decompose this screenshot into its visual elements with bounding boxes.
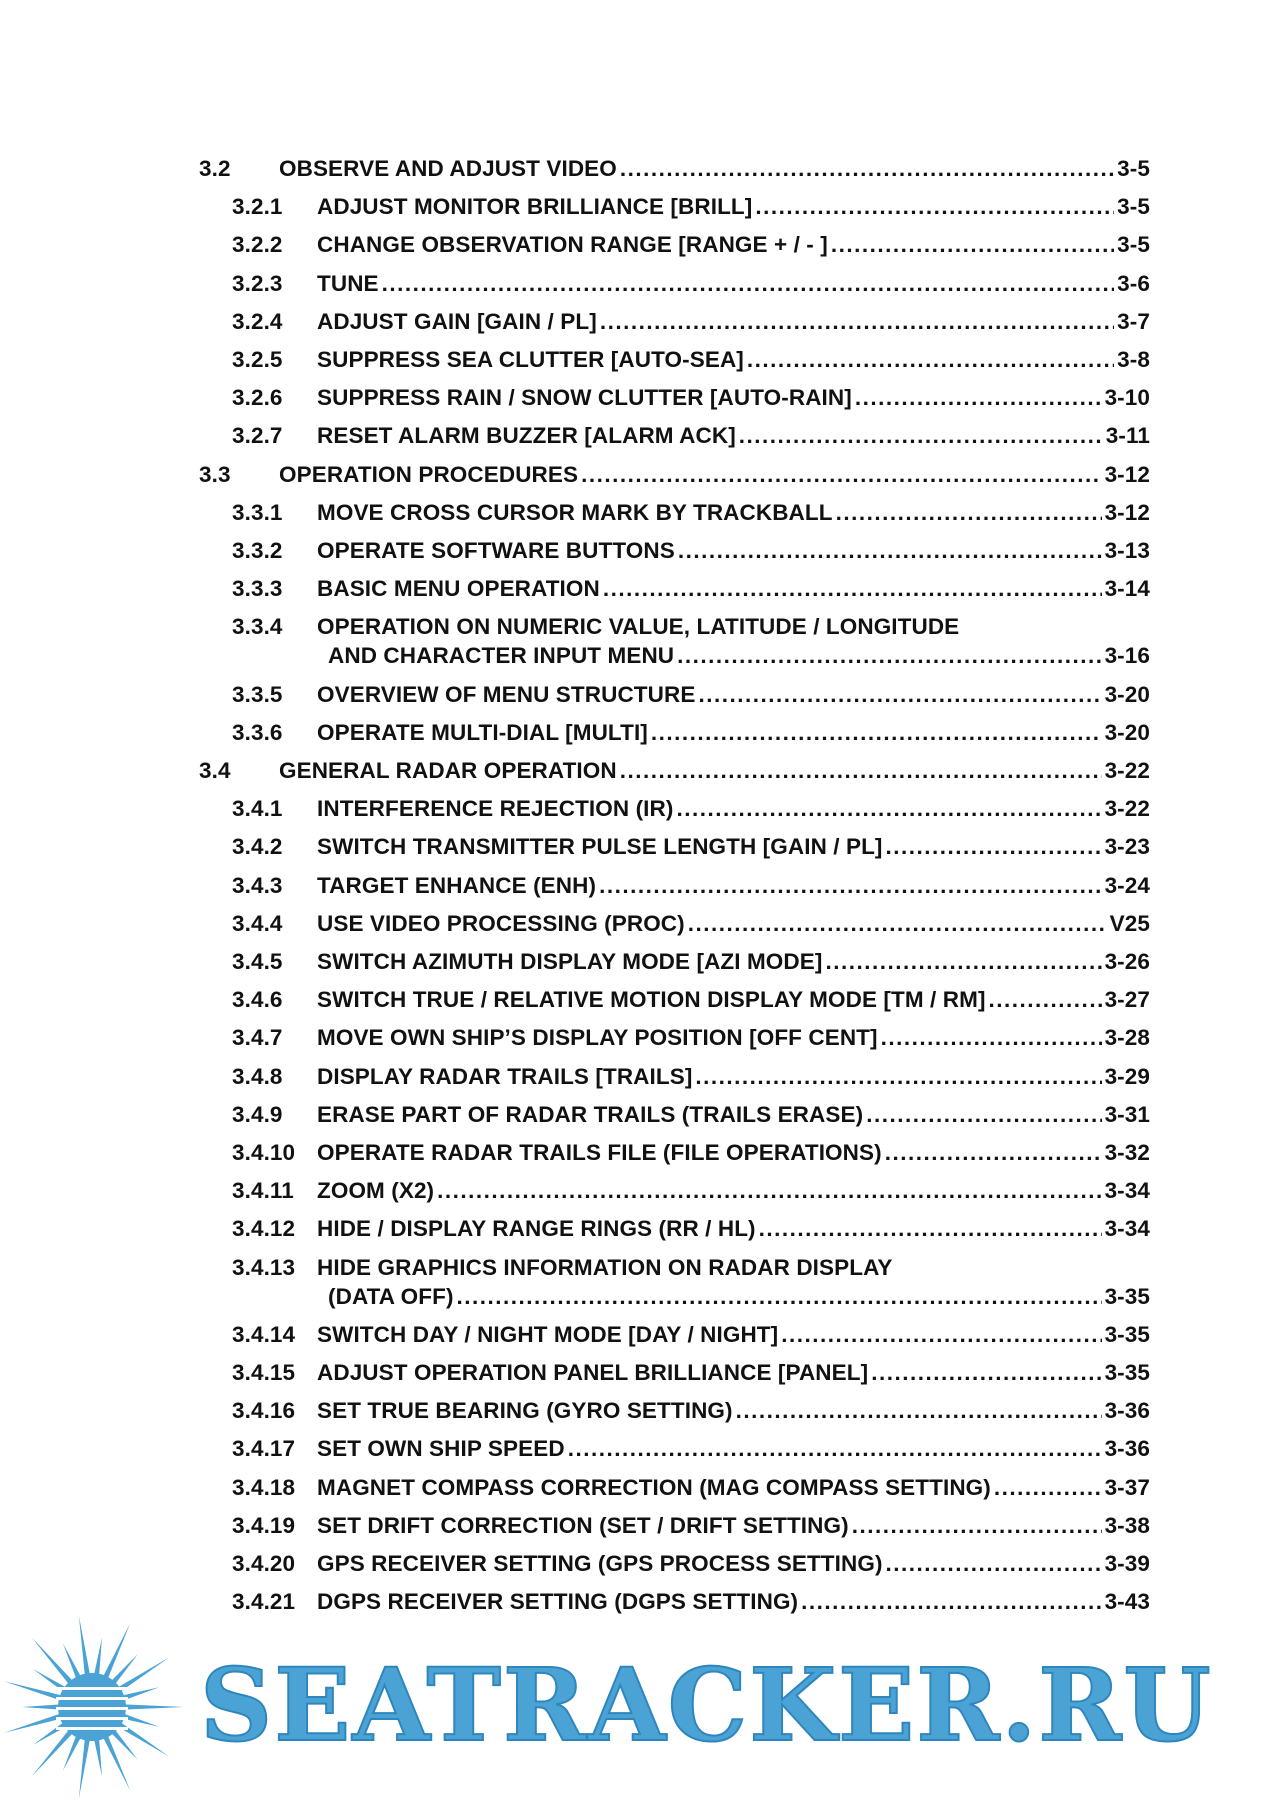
toc-entry-page: 3-6 — [1117, 270, 1150, 296]
sun-ray — [79, 1616, 91, 1678]
toc-leader-dots — [989, 986, 1102, 1014]
toc-leader-dots — [759, 1215, 1102, 1243]
toc-entry-number: 3.4.9 — [232, 1101, 283, 1127]
sun-ray — [32, 1637, 75, 1686]
toc-entry-page: 3-26 — [1104, 949, 1150, 974]
toc-entry-page: 3-11 — [1105, 423, 1150, 449]
toc-entry[interactable] — [0, 948, 1278, 976]
toc-entry-number: 3.4.13 — [232, 1254, 296, 1280]
toc-leader-dots — [382, 270, 1115, 298]
toc-entry-number: 3.3.3 — [232, 576, 283, 602]
toc-entry-number: 3.4.2 — [232, 834, 283, 860]
toc-leader-dots — [885, 1139, 1102, 1167]
toc-entry-number: 3.4.12 — [232, 1216, 296, 1242]
toc-entry-page: 3-22 — [1104, 796, 1150, 822]
toc-entry[interactable] — [0, 795, 1278, 823]
toc-entry[interactable] — [0, 1474, 1278, 1502]
toc-leader-dots — [866, 1101, 1101, 1129]
toc-entry-number: 3.4.4 — [232, 910, 283, 936]
toc-entry-title: HIDE GRAPHICS INFORMATION ON RADAR DISPLAY — [317, 1254, 893, 1280]
toc-entry[interactable] — [0, 1435, 1278, 1463]
toc-entry[interactable] — [0, 1550, 1278, 1578]
toc-entry-title: OPERATION PROCEDURES — [279, 461, 579, 487]
toc-entry-title: OPERATION ON NUMERIC VALUE, LATITUDE / LONGITUDE — [317, 614, 960, 640]
toc-entry[interactable] — [0, 384, 1278, 412]
toc-entry[interactable] — [0, 270, 1278, 298]
toc-entry-title-cont: AND CHARACTER INPUT MENU — [328, 643, 675, 669]
toc-entry-page: 3-13 — [1104, 538, 1150, 563]
toc-entry-number: 3.4.21 — [232, 1589, 296, 1615]
sun-ray — [94, 1736, 102, 1776]
toc-entry-number: 3.4.8 — [232, 1063, 283, 1089]
toc-entry[interactable] — [0, 1024, 1278, 1052]
toc-entry-number: 3.2 — [199, 156, 231, 181]
toc-leader-dots — [437, 1177, 1101, 1205]
toc-entry-page: 3-5 — [1117, 156, 1150, 181]
toc-entry[interactable] — [0, 1177, 1278, 1205]
toc-leader-dots — [739, 422, 1103, 450]
toc-entry-number: 3.4.3 — [232, 872, 283, 898]
toc-entry-title-cont: (DATA OFF) — [328, 1283, 454, 1309]
toc-entry-page: 3-35 — [1104, 1283, 1150, 1309]
toc-leader-dots — [871, 1359, 1101, 1387]
toc-entry-number: 3.2.6 — [232, 385, 283, 411]
toc-entry-page: 3-34 — [1104, 1216, 1150, 1242]
sun-stripe — [56, 1717, 128, 1720]
toc-entry-title: SET TRUE BEARING (GYRO SETTING) — [317, 1398, 733, 1424]
toc-entry-number: 3.2.7 — [232, 423, 283, 449]
sun-ray — [79, 1736, 91, 1798]
sun-ray — [122, 1704, 184, 1709]
toc-entry-title: SWITCH TRANSMITTER PULSE LENGTH [GAIN / PL] — [317, 834, 883, 860]
toc-entry-number: 3.2.4 — [232, 308, 283, 334]
toc-entry-title: SET DRIFT CORRECTION (SET / DRIFT SETTING) — [317, 1512, 849, 1538]
toc-entry[interactable] — [0, 986, 1278, 1014]
toc-entry-page: 3-7 — [1117, 308, 1150, 334]
toc-entry-continuation[interactable] — [0, 642, 1278, 670]
toc-entry[interactable] — [0, 681, 1278, 709]
toc-leader-dots — [698, 681, 1101, 709]
toc-entry-page: 3-34 — [1104, 1178, 1150, 1204]
toc-leader-dots — [620, 757, 1102, 785]
sunburst-icon — [0, 1612, 200, 1809]
toc-entry-number: 3.4.1 — [232, 796, 283, 822]
toc-entry-page: 3-29 — [1104, 1063, 1150, 1089]
toc-leader-dots — [836, 499, 1102, 527]
toc-entry-number: 3.4.7 — [232, 1025, 283, 1051]
toc-entry[interactable] — [0, 155, 1278, 183]
toc-entry-title: GENERAL RADAR OPERATION — [279, 758, 617, 783]
toc-entry-title: CHANGE OBSERVATION RANGE [RANGE + / - ] — [317, 232, 828, 258]
toc-entry-title: OVERVIEW OF MENU STRUCTURE — [317, 681, 696, 707]
toc-entry[interactable] — [0, 231, 1278, 259]
toc-entry-title: DGPS RECEIVER SETTING (DGPS SETTING) — [317, 1589, 799, 1615]
toc-entry[interactable] — [0, 193, 1278, 221]
sun-ray — [116, 1721, 170, 1757]
toc-entry-title: HIDE / DISPLAY RANGE RINGS (RR / HL) — [317, 1216, 756, 1242]
toc-entry-page: 3-31 — [1104, 1101, 1150, 1127]
toc-entry[interactable] — [0, 719, 1278, 747]
sun-stripe — [56, 1697, 128, 1700]
toc-entry-number: 3.4.15 — [232, 1360, 296, 1385]
toc-leader-dots — [886, 833, 1102, 861]
toc-entry-number: 3.2.2 — [232, 232, 283, 258]
toc-entry-number: 3.4.20 — [232, 1551, 296, 1576]
toc-entry-number: 3.4.10 — [232, 1140, 296, 1165]
sun-stripe — [56, 1727, 128, 1730]
toc-entry-page: 3-10 — [1104, 385, 1150, 411]
toc-entry-page: 3-35 — [1104, 1321, 1150, 1347]
toc-entry[interactable] — [0, 833, 1278, 861]
toc-entry-page: 3-38 — [1104, 1512, 1150, 1538]
toc-entry[interactable] — [0, 346, 1278, 374]
toc-leader-dots — [695, 1063, 1101, 1091]
toc-entry[interactable] — [0, 1397, 1278, 1425]
toc-entry-page: 3-16 — [1104, 643, 1150, 669]
toc-entry-page: 3-12 — [1104, 461, 1150, 487]
watermark-text: SEATRACKER.RU — [200, 1646, 1213, 1764]
toc-leader-dots — [457, 1283, 1102, 1311]
toc-leader-dots — [755, 193, 1114, 221]
sun-stripe — [56, 1707, 128, 1710]
toc-entry[interactable] — [0, 1321, 1278, 1349]
toc-entry-number: 3.4.18 — [232, 1474, 296, 1500]
sun-ray — [102, 1623, 130, 1681]
toc-entry-title: TARGET ENHANCE (ENH) — [317, 872, 597, 898]
toc-entry-page: 3-35 — [1104, 1360, 1150, 1385]
toc-entry-page: 3-5 — [1117, 232, 1150, 258]
toc-leader-dots — [747, 346, 1114, 374]
toc-entry-page: 3-32 — [1104, 1140, 1150, 1165]
toc-entry-number: 3.2.3 — [232, 270, 283, 296]
toc-entry-title: MOVE OWN SHIP’S DISPLAY POSITION [OFF CENT] — [317, 1025, 878, 1051]
toc-leader-dots — [620, 155, 1114, 183]
toc-entry-title: RESET ALARM BUZZER [ALARM ACK] — [317, 423, 736, 449]
toc-entry-page: 3-23 — [1104, 834, 1150, 860]
toc-entry[interactable] — [0, 1254, 1278, 1282]
toc-entry-title: ERASE PART OF RADAR TRAILS (TRAILS ERASE) — [317, 1101, 864, 1127]
toc-entry-number: 3.2.1 — [232, 194, 283, 220]
toc-entry[interactable] — [0, 575, 1278, 603]
toc-leader-dots — [831, 231, 1114, 259]
toc-entry-number: 3.4 — [199, 758, 231, 783]
toc-entry-title: BASIC MENU OPERATION — [317, 576, 600, 602]
toc-entry-number: 3.2.5 — [232, 347, 283, 372]
toc-leader-dots — [599, 872, 1101, 900]
toc-entry-page: 3-39 — [1104, 1551, 1150, 1576]
watermark — [0, 1612, 1278, 1809]
toc-entry-number: 3.3.5 — [232, 681, 283, 707]
toc-leader-dots — [603, 575, 1102, 603]
toc-leader-dots — [678, 537, 1102, 565]
toc-entry-page: 3-5 — [1117, 194, 1150, 220]
toc-entry-title: OPERATE RADAR TRAILS FILE (FILE OPERATIONS) — [317, 1140, 882, 1165]
toc-entry-page: 3-37 — [1104, 1474, 1150, 1500]
toc-entry-title: SET OWN SHIP SPEED — [317, 1436, 565, 1462]
toc-entry-page: 3-36 — [1104, 1436, 1150, 1462]
toc-entry-number: 3.4.19 — [232, 1512, 296, 1538]
toc-entry-title: OBSERVE AND ADJUST VIDEO — [279, 156, 617, 181]
toc-entry[interactable] — [0, 1063, 1278, 1091]
toc-entry-title: TUNE — [317, 270, 379, 296]
toc-entry[interactable] — [0, 872, 1278, 900]
toc-leader-dots — [736, 1397, 1102, 1425]
toc-entry-number: 3.3.2 — [232, 538, 283, 563]
toc-entry-title: OPERATE SOFTWARE BUTTONS — [317, 538, 675, 563]
toc-entry-number: 3.3.1 — [232, 499, 283, 525]
toc-entry-page: V25 — [1109, 910, 1150, 936]
toc-entry-page: 3-14 — [1104, 576, 1150, 602]
toc-entry-page: 3-20 — [1104, 719, 1150, 745]
toc-entry-number: 3.3.4 — [232, 614, 283, 640]
toc-entry-number: 3.4.16 — [232, 1398, 296, 1424]
toc-entry[interactable] — [0, 613, 1278, 641]
toc-leader-dots — [688, 910, 1107, 938]
toc-leader-dots — [855, 384, 1102, 412]
toc-entry-title: ADJUST OPERATION PANEL BRILLIANCE [PANEL] — [317, 1360, 869, 1385]
toc-entry-number: 3.3.6 — [232, 719, 283, 745]
toc-entry-page: 3-27 — [1104, 987, 1150, 1013]
toc-entry-page: 3-43 — [1104, 1589, 1150, 1615]
toc-leader-dots — [651, 719, 1102, 747]
toc-entry-title: GPS RECEIVER SETTING (GPS PROCESS SETTING) — [317, 1551, 883, 1576]
toc-entry-number: 3.4.6 — [232, 987, 283, 1013]
toc-leader-dots — [881, 1024, 1102, 1052]
sun-stripe — [56, 1687, 128, 1690]
toc-leader-dots — [886, 1550, 1102, 1578]
toc-leader-dots — [994, 1474, 1102, 1502]
toc-entry-number: 3.4.5 — [232, 949, 283, 974]
sun-ray — [94, 1638, 102, 1678]
toc-entry[interactable] — [0, 757, 1278, 785]
toc-entry[interactable] — [0, 308, 1278, 336]
toc-entry-title: SWITCH DAY / NIGHT MODE [DAY / NIGHT] — [317, 1321, 779, 1347]
toc-entry-number: 3.4.11 — [232, 1178, 294, 1204]
toc-entry[interactable] — [0, 1359, 1278, 1387]
toc-entry-title: OPERATE MULTI-DIAL [MULTI] — [317, 719, 648, 745]
toc-entry[interactable] — [0, 461, 1278, 489]
toc-entry[interactable] — [0, 1139, 1278, 1167]
toc-entry-continuation[interactable] — [0, 1283, 1278, 1311]
sun-ray — [102, 1733, 130, 1791]
toc-entry-title: SWITCH TRUE / RELATIVE MOTION DISPLAY MODE [TM / RM] — [317, 987, 986, 1013]
toc-leader-dots — [825, 948, 1101, 976]
toc-entry-page: 3-8 — [1117, 347, 1150, 372]
toc-entry-title: ZOOM (X2) — [317, 1178, 435, 1204]
toc-entry-title: DISPLAY RADAR TRAILS [TRAILS] — [317, 1063, 693, 1089]
toc-entry[interactable] — [0, 1512, 1278, 1540]
toc-entry-number: 3.4.14 — [232, 1321, 296, 1347]
toc-entry-page: 3-20 — [1104, 681, 1150, 707]
toc-entry-number: 3.3 — [199, 461, 231, 487]
toc-leader-dots — [781, 1321, 1101, 1349]
toc-entry-page: 3-24 — [1104, 872, 1150, 898]
toc-entry-page: 3-28 — [1104, 1025, 1150, 1051]
toc-entry-title: SUPPRESS SEA CLUTTER [AUTO-SEA] — [317, 347, 744, 372]
toc-entry-page: 3-22 — [1104, 758, 1150, 783]
toc-entry[interactable] — [0, 910, 1278, 938]
toc-entry-page: 3-12 — [1104, 499, 1150, 525]
toc-leader-dots — [677, 642, 1101, 670]
toc-entry-title: USE VIDEO PROCESSING (PROC) — [317, 910, 685, 936]
toc-entry[interactable] — [0, 1215, 1278, 1243]
toc-entry-title: MAGNET COMPASS CORRECTION (MAG COMPASS SETTING) — [317, 1474, 991, 1500]
toc-leader-dots — [852, 1512, 1102, 1540]
toc-entry-title: INTERFERENCE REJECTION (IR) — [317, 796, 674, 822]
toc-entry-title: ADJUST GAIN [GAIN / PL] — [317, 308, 597, 334]
toc-leader-dots — [581, 461, 1101, 489]
toc-entry-title: SWITCH AZIMUTH DISPLAY MODE [AZI MODE] — [317, 949, 823, 974]
toc-entry[interactable] — [0, 1101, 1278, 1129]
toc-entry-page: 3-36 — [1104, 1398, 1150, 1424]
toc-entry[interactable] — [0, 499, 1278, 527]
toc-leader-dots — [676, 795, 1101, 823]
toc-entry-title: MOVE CROSS CURSOR MARK BY TRACKBALL — [317, 499, 833, 525]
toc-entry-number: 3.4.17 — [232, 1436, 296, 1462]
toc-entry-title: ADJUST MONITOR BRILLIANCE [BRILL] — [317, 194, 753, 220]
toc-leader-dots — [568, 1435, 1102, 1463]
toc-entry[interactable] — [0, 422, 1278, 450]
toc-leader-dots — [600, 308, 1114, 336]
toc-entry-title: SUPPRESS RAIN / SNOW CLUTTER [AUTO-RAIN] — [317, 385, 852, 411]
sun-ray — [32, 1728, 75, 1777]
toc-entry[interactable] — [0, 537, 1278, 565]
